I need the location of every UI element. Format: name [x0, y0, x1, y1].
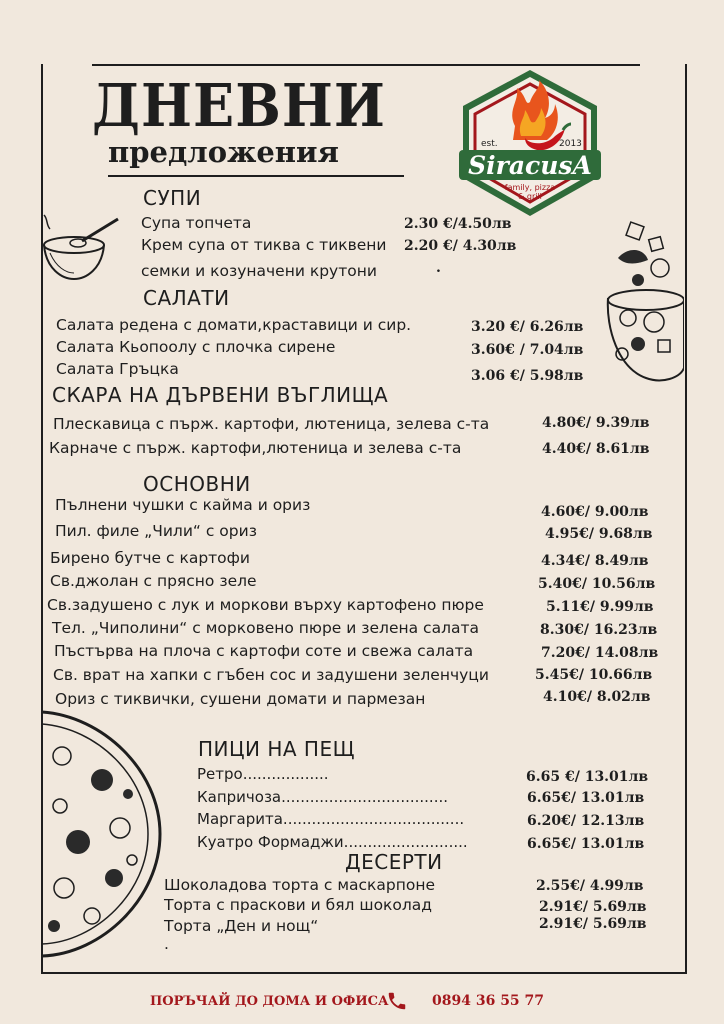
soup-bowl-icon	[42, 205, 122, 285]
menu-item-price: 8.30€/ 16.23лв	[540, 622, 658, 638]
section-title-grill: СКАРА НА ДЪРВЕНИ ВЪГЛИЩА	[52, 383, 389, 407]
menu-item-price: 4.95€/ 9.68лв	[545, 526, 653, 542]
menu-item-price: 5.40€/ 10.56лв	[538, 576, 656, 592]
siracusa-logo	[455, 66, 605, 220]
menu-item-name: Салата Кьопоолу с плочка сирене	[56, 338, 336, 356]
menu-item-name: Шоколадова торта с маскарпоне	[164, 876, 436, 894]
pizza-icon	[42, 710, 162, 958]
menu-item-name: Куатро Формаджи..........................	[197, 833, 468, 851]
menu-item-name: Св.задушено с лук и моркови върху картофено пюре	[47, 596, 484, 614]
menu-item-price: 3.60€ / 7.04лв	[471, 342, 584, 358]
section-title-soups: СУПИ	[143, 186, 202, 210]
logo-tagline-2: & grill	[518, 192, 542, 201]
section-title-pizza: ПИЦИ НА ПЕЩ	[198, 737, 355, 761]
menu-item-price: 6.65 €/ 13.01лв	[526, 769, 649, 785]
menu-item-name: Бирено бутче с картофи	[50, 549, 250, 567]
menu-item-price: 4.60€/ 9.00лв	[541, 504, 649, 520]
menu-item-name: Торта „Ден и нощ“	[164, 917, 319, 935]
menu-item-price: 2.30 €/4.50лв	[404, 216, 512, 232]
logo-year: 2013	[559, 139, 582, 149]
logo-name: SiracusA	[468, 151, 592, 180]
menu-item-name: семки и козуначени крутони	[141, 262, 377, 280]
menu-item-name: Св.джолан с прясно зеле	[50, 572, 257, 590]
menu-item-price: 6.65€/ 13.01лв	[527, 836, 645, 852]
phone-number[interactable]: 0894 36 55 77	[432, 993, 545, 1009]
menu-item-price: 6.20€/ 12.13лв	[527, 813, 645, 829]
menu-item-name: Маргарита......................................	[197, 810, 465, 828]
page-subtitle: предложения	[108, 135, 339, 169]
section-title-mains: ОСНОВНИ	[143, 472, 251, 496]
menu-item-name: Торта с праскови и бял шоколад	[164, 896, 433, 914]
menu-item-name: Капричоза...................................	[197, 788, 449, 806]
menu-item-price: 7.20€/ 14.08лв	[541, 645, 659, 661]
menu-item-price: 5.11€/ 9.99лв	[546, 599, 654, 615]
menu-item-name: Салата редена с домати,краставици и сир.	[56, 316, 412, 334]
logo-est: est.	[481, 139, 498, 149]
menu-item-price: 6.65€/ 13.01лв	[527, 790, 645, 806]
menu-item-name: Крем супа от тиква с тиквени	[141, 236, 387, 254]
menu-item-price: 2.91€/ 5.69лв	[539, 916, 647, 932]
menu-item-name: Салата Гръцка	[56, 360, 179, 378]
menu-item-price: 3.20 €/ 6.26лв	[471, 319, 584, 335]
menu-item-name: Пъстърва на плоча с картофи соте и свежа салата	[54, 642, 474, 660]
menu-item-name: Св. врат на хапки с гъбен сос и задушени зеленчуци	[53, 666, 489, 684]
order-text: ПОРЪЧАЙ ДО ДОМА И ОФИСА	[150, 994, 389, 1009]
menu-item-name: Плескавица с пърж. картофи, лютеница, зелева с-та	[53, 415, 490, 433]
menu-item-price: 2.20 €/ 4.30лв	[404, 238, 517, 254]
phone-icon[interactable]	[386, 990, 408, 1012]
menu-item-price: 3.06 €/ 5.98лв	[471, 368, 584, 384]
menu-item-name: .	[164, 935, 169, 953]
menu-item-name: Супа топчета	[141, 214, 252, 232]
menu-item-price: 2.55€/ 4.99лв	[536, 878, 644, 894]
menu-item-name: Карначе с пърж. картофи,лютеница и зелева с-та	[49, 439, 462, 457]
menu-item-price: .	[436, 260, 441, 276]
menu-item-price: 4.80€/ 9.39лв	[542, 415, 650, 431]
salad-bowl-icon	[598, 218, 684, 394]
menu-item-name: Пил. филе „Чили“ с ориз	[55, 522, 257, 540]
menu-item-price: 5.45€/ 10.66лв	[535, 667, 653, 683]
menu-item-name: Ретро..................	[197, 765, 329, 783]
page-title: ДНЕВНИ	[92, 70, 386, 141]
menu-item-name: Пълнени чушки с кайма и ориз	[55, 496, 311, 514]
section-title-desserts: ДЕСЕРТИ	[345, 850, 443, 874]
menu-item-name: Тел. „Чиполини“ с морковено пюре и зелена салата	[52, 619, 479, 637]
menu-item-name: Ориз с тиквички, сушени домати и пармезан	[55, 690, 426, 708]
logo-tagline-1: family, pizza	[504, 183, 556, 192]
section-title-salads: САЛАТИ	[143, 286, 230, 310]
menu-item-price: 2.91€/ 5.69лв	[539, 899, 647, 915]
menu-item-price: 4.40€/ 8.61лв	[542, 441, 650, 457]
menu-item-price: 4.34€/ 8.49лв	[541, 553, 649, 569]
subtitle-rule	[108, 175, 404, 177]
menu-item-price: 4.10€/ 8.02лв	[543, 689, 651, 705]
